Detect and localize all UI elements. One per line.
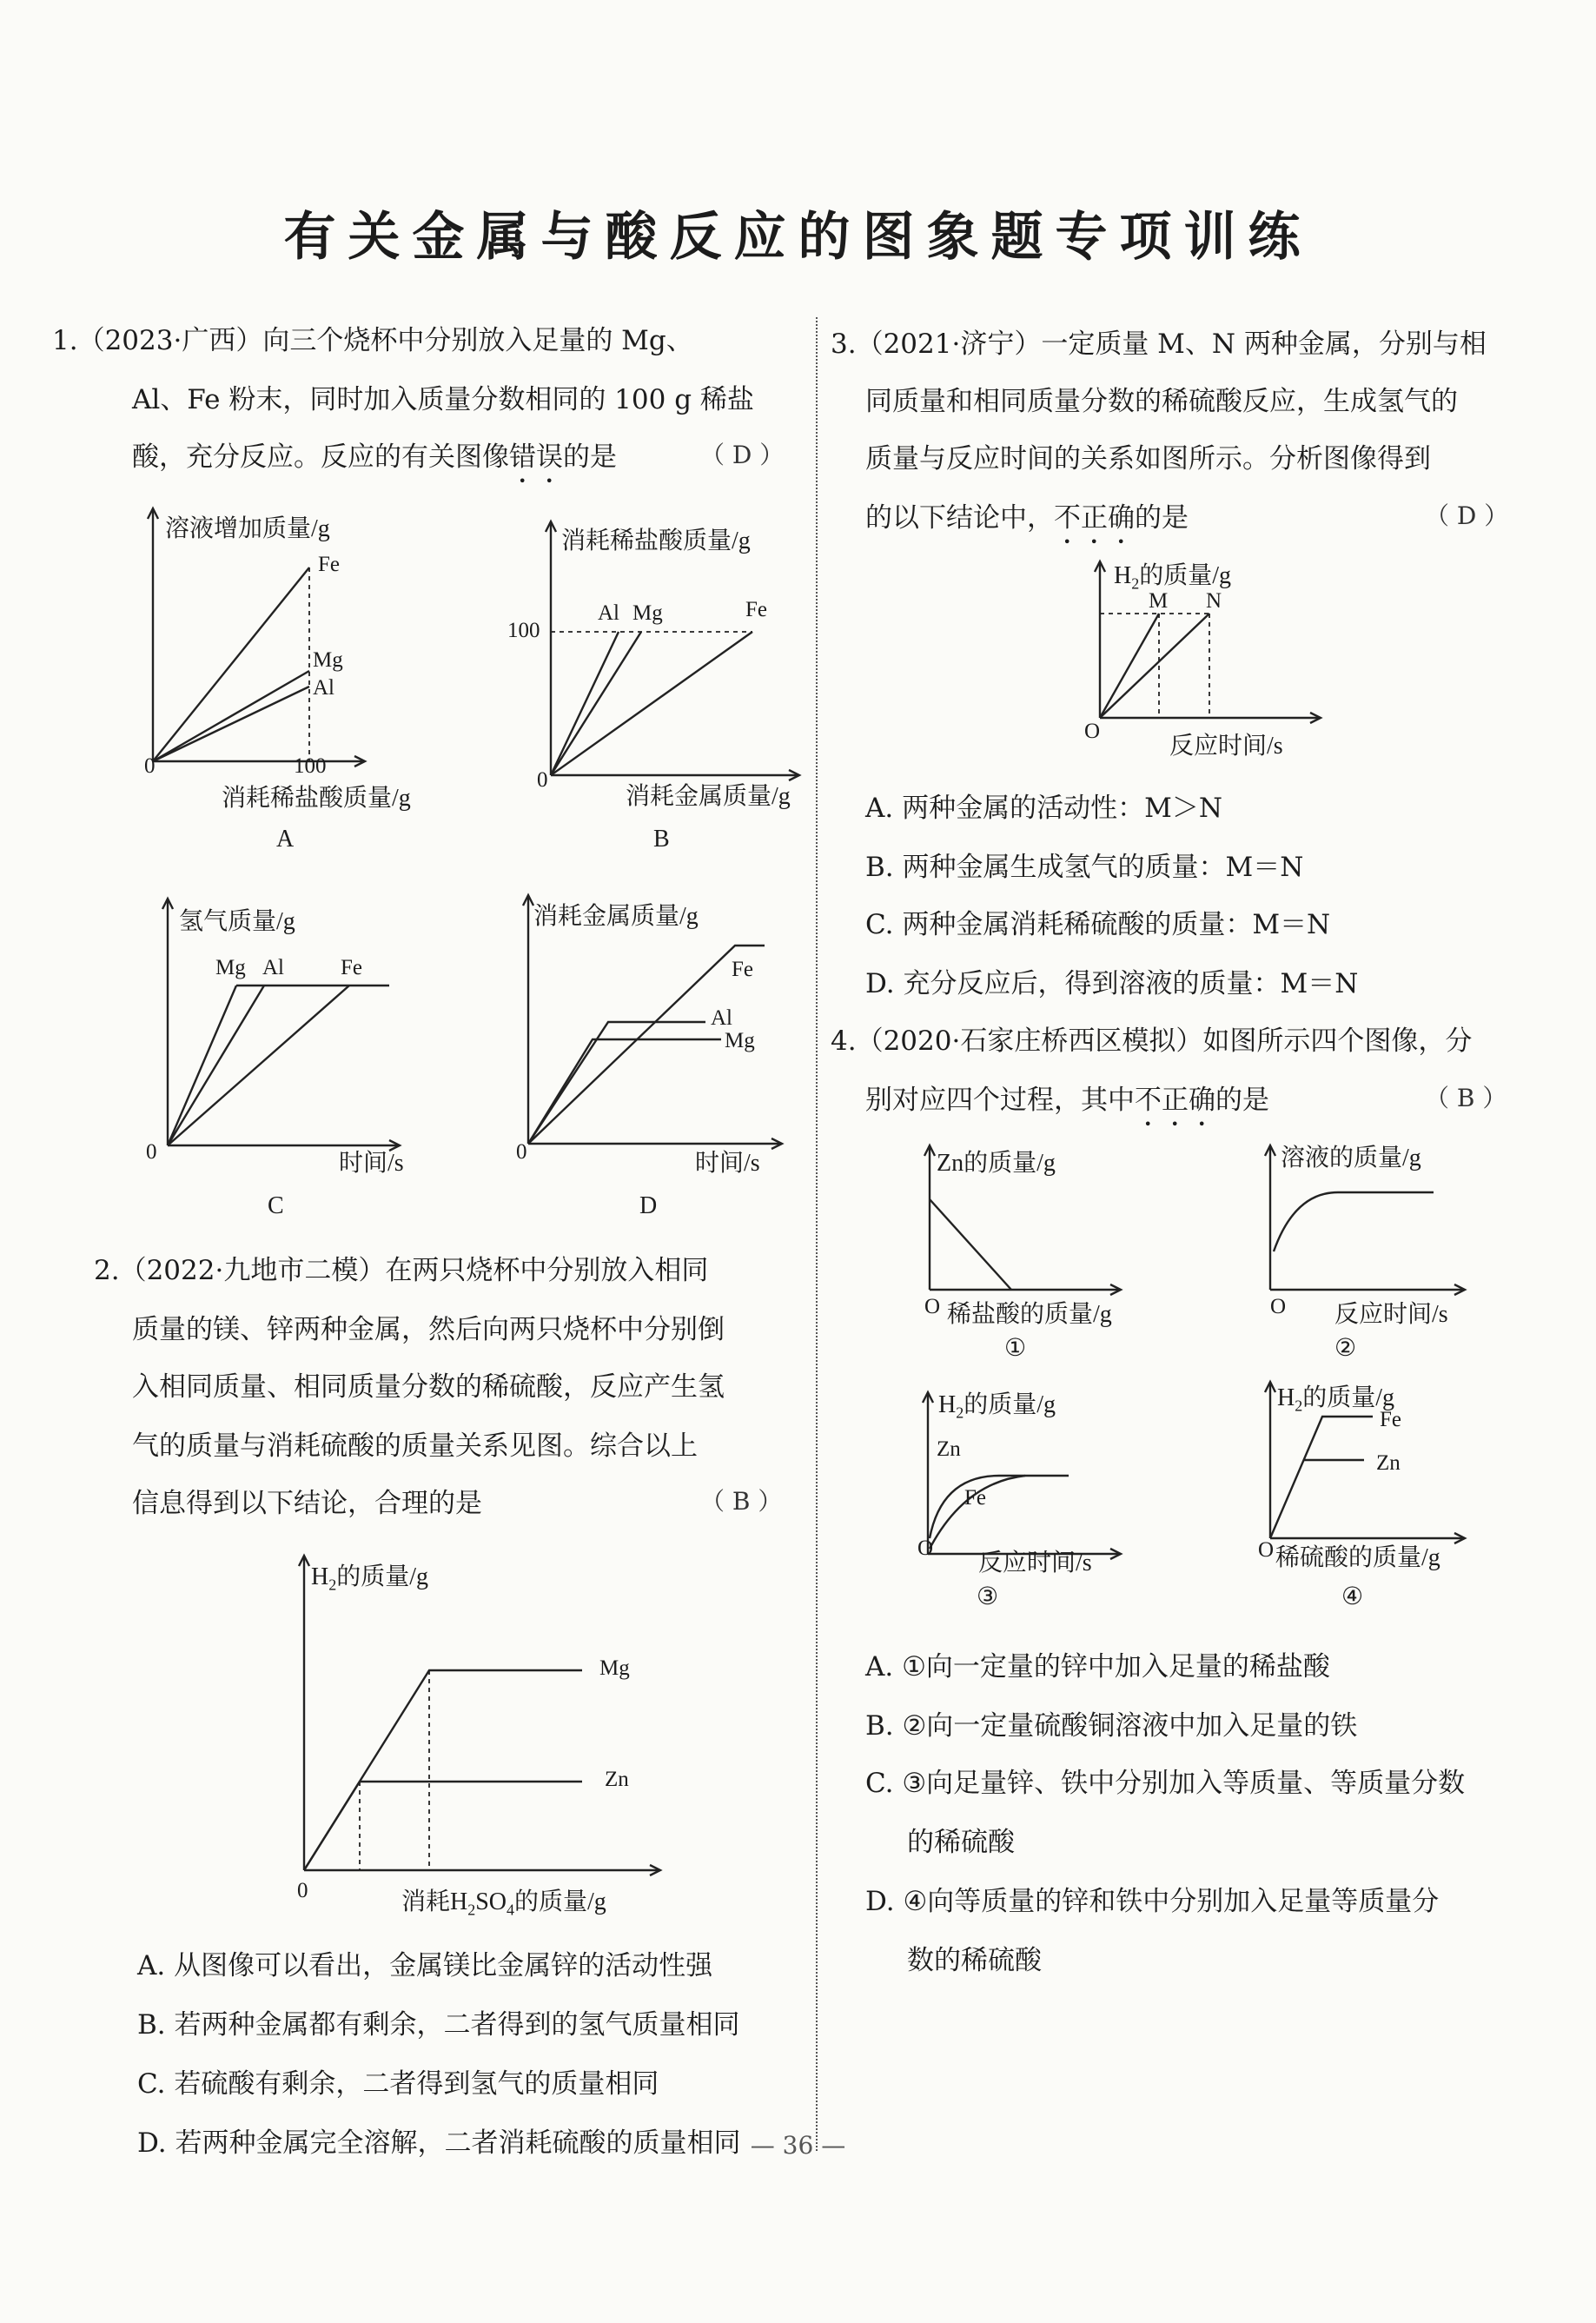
line-n	[1100, 614, 1209, 718]
q2-line3: 入相同质量、相同质量分数的稀硫酸，反应产生氢	[132, 1371, 725, 1403]
line-mg	[153, 671, 309, 761]
q3-line3: 质量与反应时间的关系如图所示。分析图像得到	[865, 443, 1431, 475]
line-fe	[168, 986, 349, 1145]
q2-ylabel: $H_2$的质量/g	[311, 1563, 429, 1594]
q3-line4: 的以下结论中，不正确的是	[865, 502, 1189, 534]
q4c4-ylabel: $H_2$的质量/g	[1277, 1384, 1395, 1415]
line-zn	[304, 1782, 582, 1870]
q1a-xlabel: 消耗稀盐酸质量/g	[222, 785, 411, 812]
q1a-ylabel: 溶液增加质量/g	[165, 515, 330, 542]
q3-line2: 同质量和相同质量分数的稀硫酸反应，生成氢气的	[865, 386, 1458, 417]
q1a-caption: A	[276, 826, 295, 853]
q1b-caption: B	[653, 826, 670, 853]
q3-label-m: M	[1149, 589, 1169, 613]
q4c2-caption: ②	[1334, 1335, 1357, 1362]
q4c2-ylabel: 溶液的质量/g	[1281, 1145, 1421, 1171]
q1d-label-al: Al	[711, 1006, 732, 1030]
q2-label-zn: Zn	[605, 1768, 629, 1791]
q4c1-origin: O	[924, 1295, 941, 1318]
q3-option-b: B. 两种金属生成氢气的质量：M＝N	[865, 852, 1304, 883]
q1a-label-al: Al	[313, 676, 334, 700]
q1-line1: 1.（2023·广西）向三个烧杯中分别放入足量的 Mg、	[52, 325, 693, 356]
q2-line4: 气的质量与消耗硫酸的质量关系见图。综合以上	[132, 1430, 698, 1462]
line-mg	[168, 986, 236, 1145]
q3-option-c: C. 两种金属消耗稀硫酸的质量：M＝N	[865, 909, 1331, 940]
q1b-origin: 0	[537, 768, 548, 792]
q1b-xlabel: 消耗金属质量/g	[626, 783, 791, 810]
q1d-label-fe: Fe	[732, 958, 753, 981]
q1a-label-fe: Fe	[318, 553, 340, 576]
q1b-label-al: Al	[598, 601, 619, 625]
q4c2-origin: O	[1270, 1295, 1287, 1318]
q3-answer: （ D ）	[1425, 501, 1509, 530]
q4-chart-4	[0, 0, 1, 1]
line-mg	[304, 1670, 582, 1870]
q4-option-b: B. ②向一定量硫酸铜溶液中加入足量的铁	[865, 1710, 1358, 1742]
line-al	[153, 687, 309, 761]
q2-line5: 信息得到以下结论，合理的是	[132, 1488, 482, 1519]
line-mg	[551, 632, 641, 775]
q4c4-origin: O	[1258, 1538, 1275, 1562]
q3-ylabel: $H_2$的质量/g	[1114, 562, 1232, 593]
q1-line2: Al、Fe 粉末，同时加入质量分数相同的 100 g 稀盐	[132, 384, 754, 415]
q1b-ytick: 100	[507, 619, 540, 642]
line-al	[168, 986, 264, 1145]
q1b-ylabel: 消耗稀盐酸质量/g	[561, 528, 751, 554]
q1-line3: 酸，充分反应。反应的有关图像错误的是	[132, 441, 617, 473]
q1c-ylabel: 氢气质量/g	[179, 908, 295, 935]
q4c4-label-zn: Zn	[1376, 1451, 1401, 1475]
q1c-label-al: Al	[262, 956, 284, 979]
q4c3-label-zn: Zn	[937, 1437, 961, 1461]
q3-option-a: A. 两种金属的活动性：M＞N	[865, 793, 1222, 824]
q1d-origin: 0	[516, 1140, 527, 1164]
q4c4-caption: ④	[1341, 1583, 1364, 1610]
q4-option-c-cont: 的稀硫酸	[907, 1827, 1015, 1858]
q3-xlabel: 反应时间/s	[1169, 733, 1283, 760]
q1d-caption: D	[639, 1192, 658, 1219]
line-fe	[153, 567, 309, 761]
q4c3-ylabel: $H_2$的质量/g	[938, 1391, 1056, 1422]
q2-option-c: C. 若硫酸有剩余，二者得到氢气的质量相同	[137, 2068, 659, 2100]
curve-solution	[1274, 1192, 1434, 1251]
q2-option-d: D. 若两种金属完全溶解，二者消耗硫酸的质量相同	[137, 2127, 741, 2159]
line-zn	[930, 1199, 1011, 1290]
q2-xlabel: 消耗$H_2SO_4$的质量/g	[401, 1888, 606, 1919]
q1d-ylabel: 消耗金属质量/g	[533, 903, 699, 930]
q2-option-a: A. 从图像可以看出，金属镁比金属锌的活动性强	[137, 1950, 713, 1981]
q4c3-xlabel: 反应时间/s	[978, 1550, 1092, 1576]
q4c3-label-fe: Fe	[964, 1486, 986, 1510]
q1c-caption: C	[268, 1192, 284, 1219]
line-fe	[1270, 1417, 1373, 1538]
q1a-origin: 0	[144, 754, 156, 778]
q1a-xtick: 100	[294, 754, 327, 778]
q1a-label-mg: Mg	[313, 648, 343, 672]
q1-answer: （ D ）	[700, 441, 785, 469]
q2-origin: 0	[297, 1879, 308, 1902]
q1c-label-fe: Fe	[341, 956, 362, 979]
q4c3-origin: O	[917, 1536, 934, 1560]
q1b-label-fe: Fe	[745, 598, 767, 621]
q4-answer: （ B ）	[1425, 1084, 1507, 1112]
q4-option-d-cont: 数的稀硫酸	[907, 1945, 1042, 1976]
q2-option-b: B. 若两种金属都有剩余，二者得到的氢气质量相同	[137, 2009, 740, 2041]
q4-option-a: A. ①向一定量的锌中加入足量的稀盐酸	[865, 1651, 1330, 1683]
line-fe	[551, 632, 752, 775]
q1c-xlabel: 时间/s	[339, 1150, 404, 1177]
q4c1-caption: ①	[1004, 1335, 1027, 1362]
q1c-origin: 0	[146, 1140, 157, 1164]
q3-option-d: D. 充分反应后，得到溶液的质量：M＝N	[865, 968, 1359, 999]
q4c1-ylabel: Zn的质量/g	[937, 1150, 1056, 1177]
q1d-xlabel: 时间/s	[695, 1150, 760, 1177]
q2-line1: 2.（2022·九地市二模）在两只烧杯中分别放入相同	[94, 1255, 709, 1286]
q4-option-c: C. ③向足量锌、铁中分别加入等质量、等质量分数	[865, 1768, 1466, 1799]
line-mg	[528, 1039, 721, 1144]
q3-origin: O	[1084, 720, 1101, 743]
curve-zn	[930, 1476, 1069, 1538]
line-m	[1100, 614, 1159, 718]
q4-option-d: D. ④向等质量的锌和铁中分别加入足量等质量分	[865, 1886, 1440, 1917]
q4c1-xlabel: 稀盐酸的质量/g	[947, 1301, 1112, 1328]
q3-label-n: N	[1206, 589, 1222, 613]
q3-line1: 3.（2021·济宁）一定质量 M、N 两种金属，分别与相	[831, 329, 1487, 360]
line-al	[551, 632, 619, 775]
q4-line2: 别对应四个过程，其中不正确的是	[865, 1085, 1269, 1116]
q1b-label-mg: Mg	[632, 601, 663, 625]
page-number: — 36 —	[750, 2131, 846, 2160]
q2-label-mg: Mg	[599, 1656, 630, 1680]
q1d-label-mg: Mg	[725, 1029, 755, 1052]
q1c-label-mg: Mg	[215, 956, 246, 979]
q4c4-xlabel: 稀硫酸的质量/g	[1275, 1544, 1440, 1571]
column-divider	[816, 317, 818, 2151]
q4c2-xlabel: 反应时间/s	[1334, 1301, 1448, 1328]
q4c3-caption: ③	[977, 1583, 999, 1610]
q4-line1: 4.（2020·石家庄桥西区模拟）如图所示四个图像，分	[831, 1025, 1473, 1057]
q2-answer: （ B ）	[700, 1487, 783, 1516]
page-title: 有关金属与酸反应的图象题专项训练	[283, 207, 1313, 268]
q2-line2: 质量的镁、锌两种金属，然后向两只烧杯中分别倒	[132, 1314, 725, 1345]
q4c4-label-fe: Fe	[1380, 1408, 1401, 1431]
